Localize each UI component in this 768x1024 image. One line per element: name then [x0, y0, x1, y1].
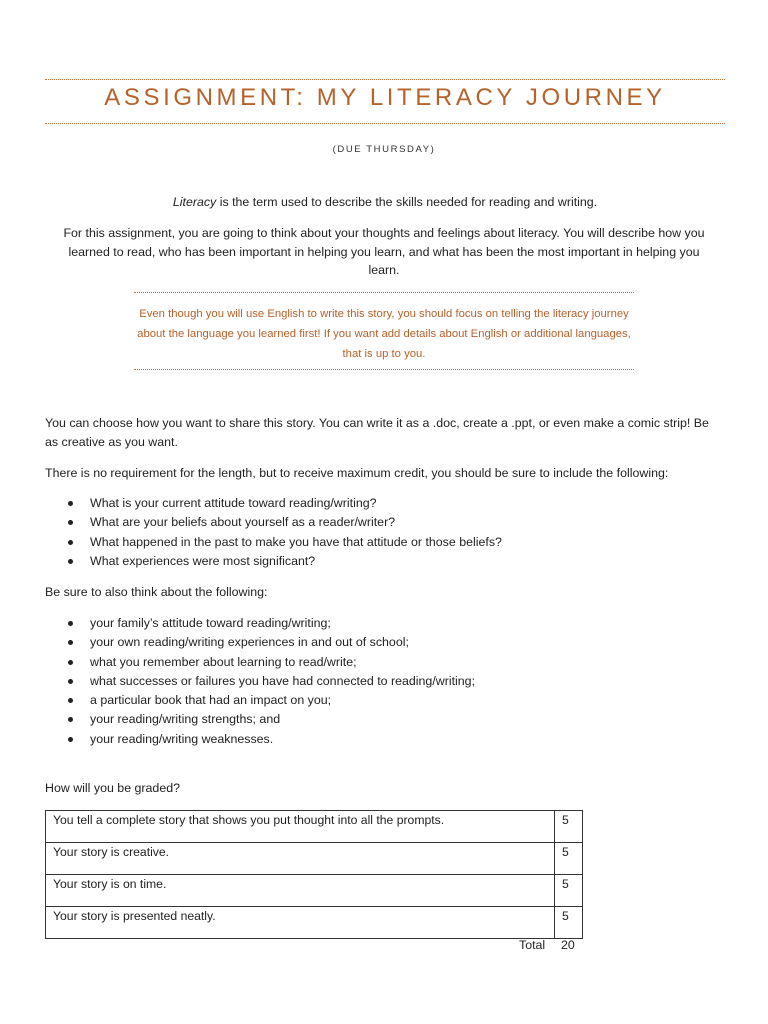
literacy-definition: [45, 193, 725, 212]
list-item: What experiences were most significant?: [45, 552, 725, 571]
assignment-description: [52, 224, 716, 280]
title-bottom-rule: [45, 123, 725, 124]
table-row: [46, 843, 583, 875]
keyword-what: what: [432, 244, 460, 259]
due-date: (DUE THURSDAY): [332, 144, 436, 155]
list-item: What happened in the past to make you have that attitude or those beliefs?: [45, 533, 725, 552]
list-item: your reading/writing strengths; and: [45, 710, 725, 729]
list-item: what successes or failures you have had connected to reading/writing;: [45, 672, 725, 691]
points-cell: 5: [555, 811, 583, 843]
criterion-cell: Your story is presented neatly.: [46, 907, 555, 939]
title-top-rule: [45, 79, 725, 80]
definition-text: is the term used to describe the skills needed for reading and writing.: [216, 195, 598, 209]
callout-top-rule: [134, 292, 634, 293]
table-row: [46, 811, 583, 843]
description-part-1: For this assignment, you are going to think about your thoughts and feelings about literacy. You will describe: [63, 226, 659, 240]
language-callout: Even though you will use English to write this story, you should focus on telling the literacy journey about the language you learned first! If you want add details about English or additional languages, that is up to you.: [137, 308, 631, 360]
criterion-cell: You tell a complete story that shows you put thought into all the prompts.: [46, 811, 555, 843]
table-row: [46, 907, 583, 939]
list-item: your family’s attitude toward reading/writing;: [45, 614, 725, 633]
callout-bottom-rule: [134, 369, 634, 370]
list-item: your own reading/writing experiences in and out of school;: [45, 633, 725, 652]
keyword-how: how: [658, 226, 682, 240]
description-part-4: has been the most important in helping you learn.: [368, 244, 700, 277]
list-item: your reading/writing weaknesses.: [45, 730, 725, 749]
points-cell: 5: [555, 907, 583, 939]
grading-question: How will you be graded?: [45, 781, 180, 795]
reflection-questions-list: [45, 494, 725, 571]
total-value: 20: [561, 938, 575, 952]
list-item: What is your current attitude toward reading/writing?: [45, 494, 725, 513]
list-item: a particular book that had an impact on you;: [45, 691, 725, 710]
page-title: ASSIGNMENT: MY LITERACY JOURNEY: [104, 84, 666, 111]
total-label: Total: [519, 938, 546, 952]
table-row: [46, 875, 583, 907]
points-cell: 5: [555, 843, 583, 875]
format-choice-paragraph: You can choose how you want to share this story. You can write it as a .doc, create a .ppt, or even make a comic strip! Be as creative as you want.: [45, 416, 709, 449]
keyword-who: who: [158, 244, 182, 259]
literacy-term: Literacy: [172, 195, 217, 209]
list-item: what you remember about learning to read/write;: [45, 653, 725, 672]
criterion-cell: Your story is on time.: [46, 875, 555, 907]
list-item: What are your beliefs about yourself as a reader/writer?: [45, 513, 725, 532]
description-part-2: you learned to read,: [68, 226, 705, 259]
grading-table: [45, 810, 583, 939]
requirement-paragraph: There is no requirement for the length, but to receive maximum credit, you should be sure to include the following:: [45, 466, 669, 480]
also-think-paragraph: Be sure to also think about the following:: [45, 585, 268, 599]
points-cell: 5: [555, 875, 583, 907]
criterion-cell: Your story is creative.: [46, 843, 555, 875]
considerations-list: [45, 614, 725, 749]
description-part-3: has been important in helping you learn, and: [181, 244, 433, 259]
